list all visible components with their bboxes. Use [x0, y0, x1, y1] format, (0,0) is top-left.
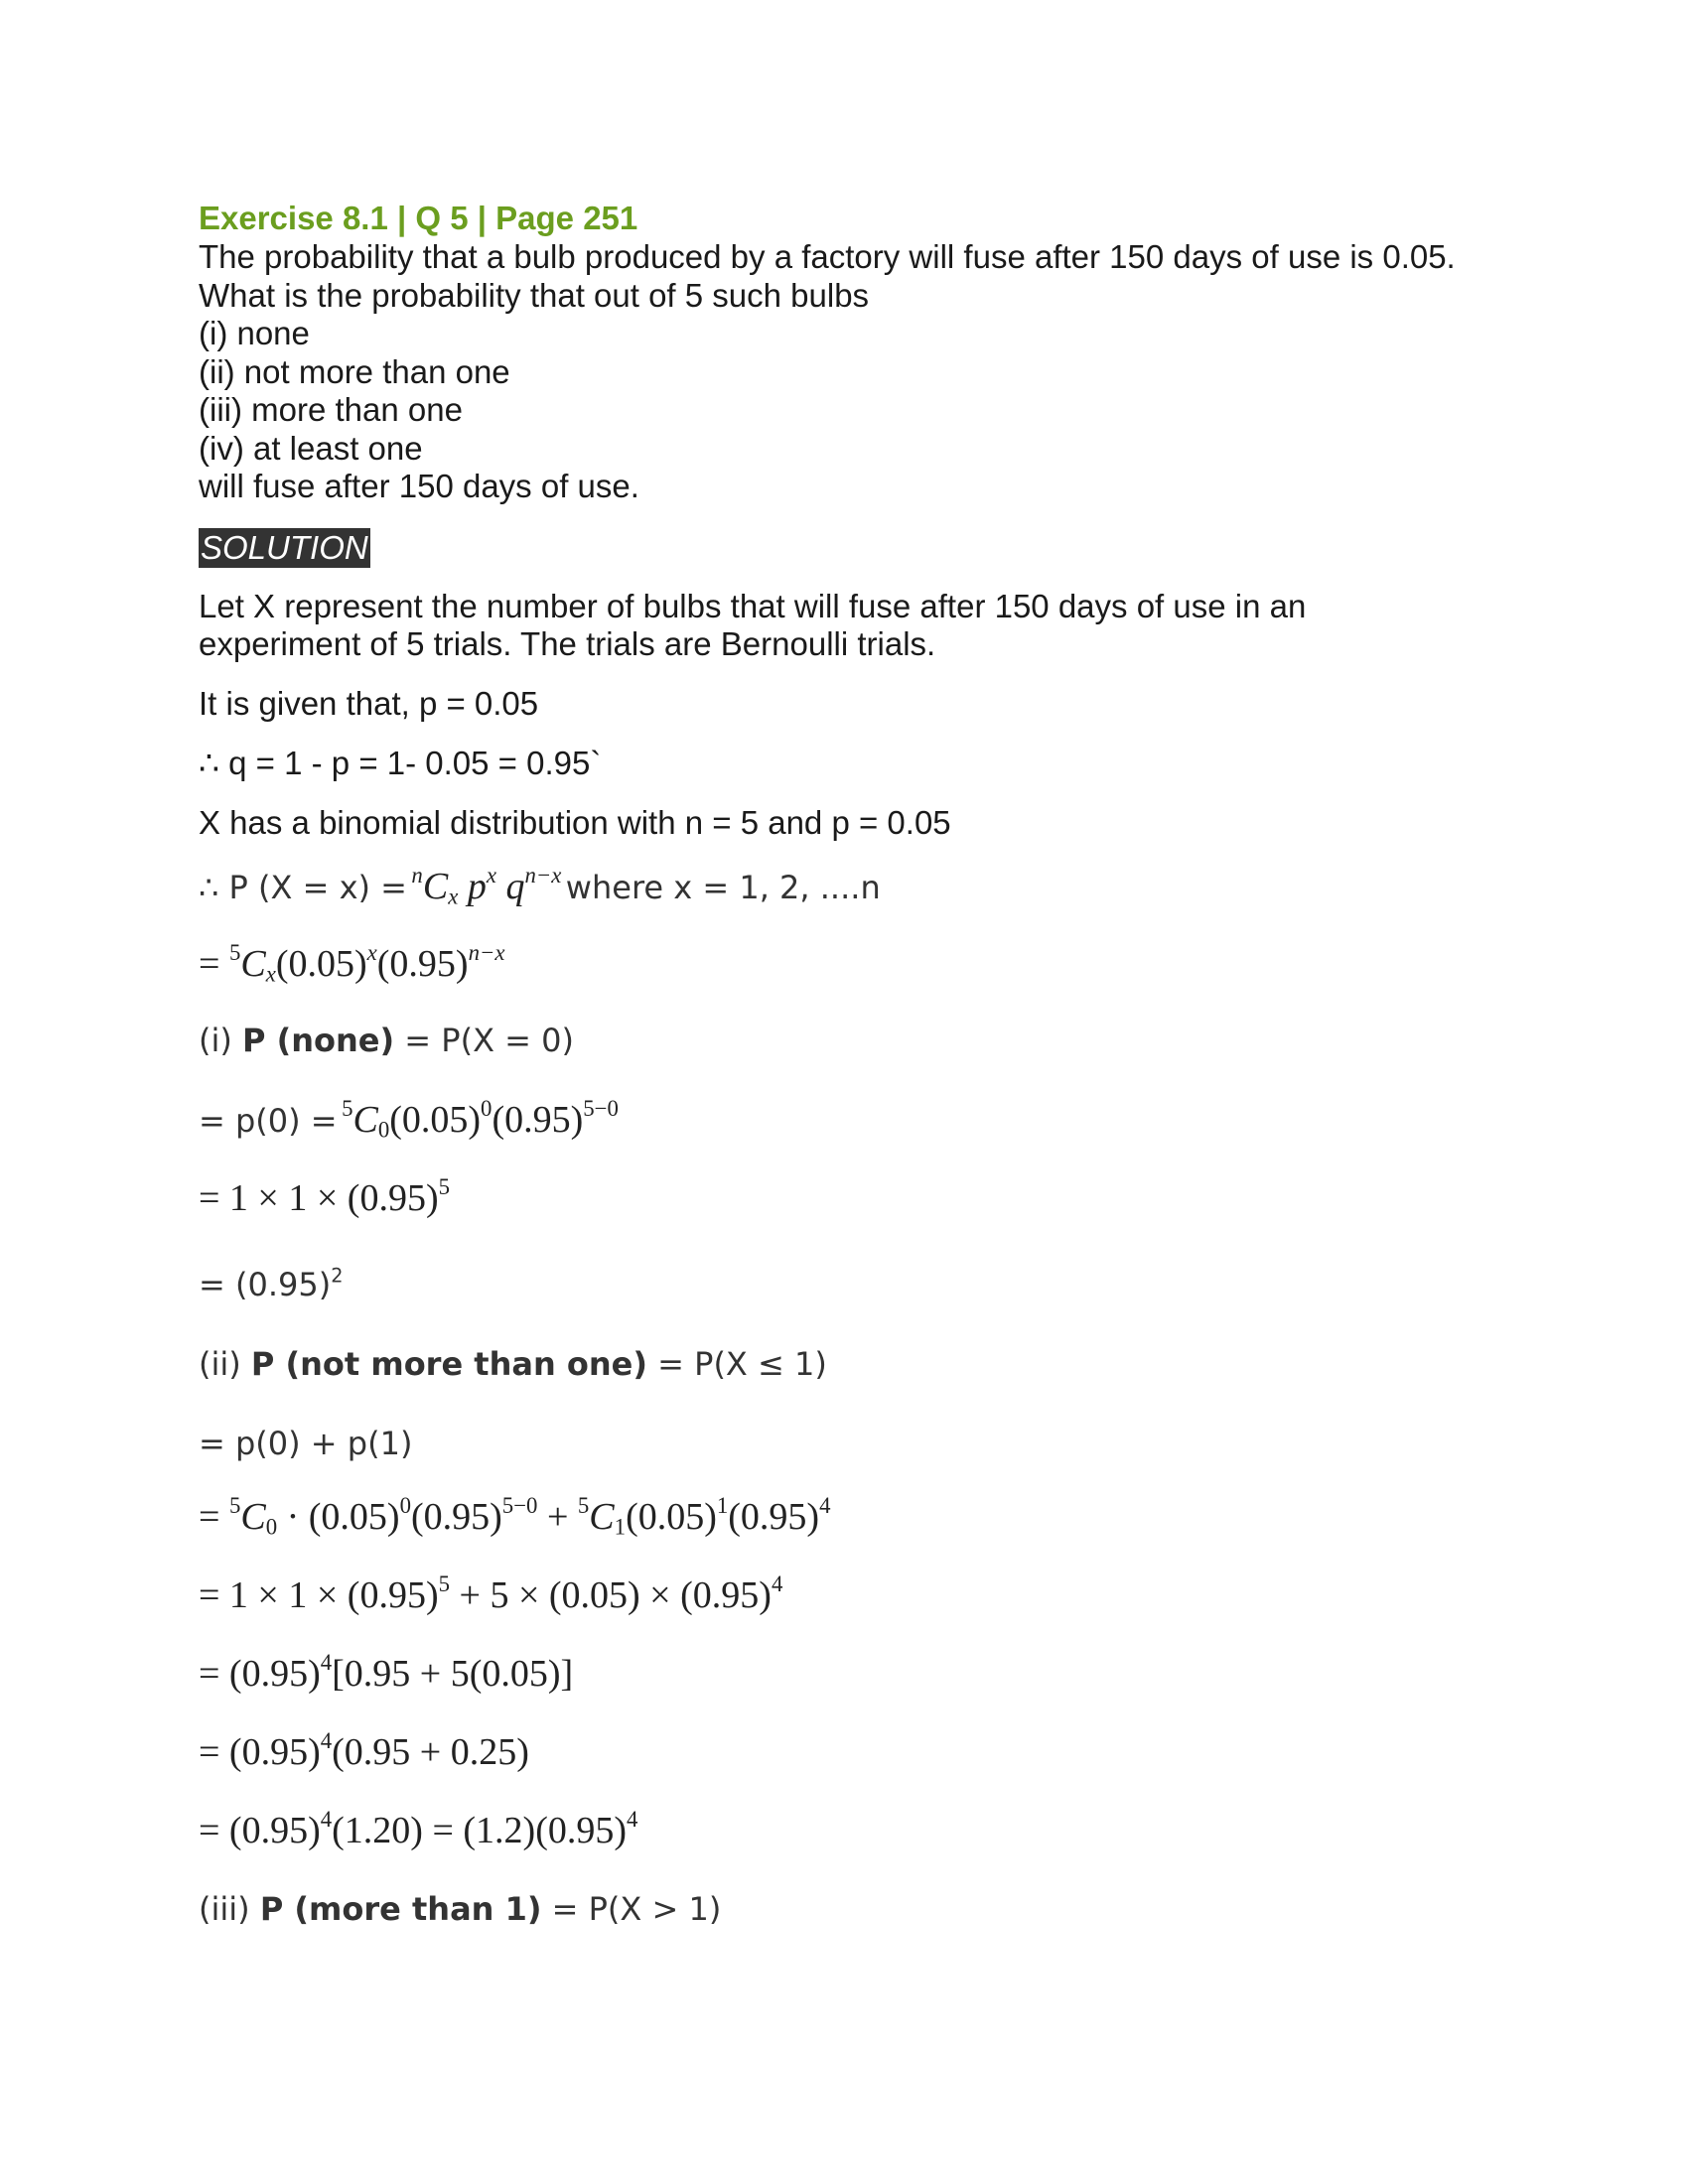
question-line-1: The probability that a bulb produced by a factory will fuse after 150 days of use is 0.05.	[199, 238, 1456, 275]
q-line: ∴ q = 1 - p = 1- 0.05 = 0.95`	[199, 744, 602, 781]
part-i-line: (i) P (none) = P(X = 0)	[199, 1021, 574, 1059]
solution-intro: Let X represent the number of bulbs that will fuse after 150 days of use in an experiment of 5 trials. The trials are Bernoulli trials.	[199, 587, 1307, 662]
question-closing: will fuse after 150 days of use.	[199, 468, 639, 504]
pmf-formula: $^nC_x$ $p^x$ $q^{n-x}$	[411, 862, 562, 909]
p0p1-result: = $(0.95)^4(1.20) = (1.2)(0.95)^4$	[199, 1806, 638, 1851]
question-item-1: (i) none	[199, 315, 310, 351]
p0-plus-p1: = p(0) + p(1)	[199, 1424, 413, 1462]
p0-simplified: = $1 \times 1 \times (0.95)^5$	[199, 1173, 451, 1219]
part-ii-title: P (not more than one)	[250, 1344, 647, 1383]
document-page	[199, 199, 1489, 1965]
given-line: It is given that, p = 0.05	[199, 684, 539, 722]
p0p1-factored: = $(0.95)^4[0.95 + 5(0.05)]$	[199, 1649, 574, 1695]
question-item-3: (iii) more than one	[199, 391, 463, 428]
p0p1-sum: = $(0.95)^4(0.95 + 0.25)$	[199, 1727, 529, 1773]
pmf-line: ∴ P $(X = x) = ^nC_x$ $p^x$ $q^{n-x}$ where x = 1, 2, ....n	[199, 862, 881, 909]
part-iii-line: (iii) P (more than 1) = P(X > 1)	[199, 1889, 722, 1928]
binomial-line: X has a binomial distribution with n = 5 and p = 0.05	[199, 803, 951, 841]
part-ii-line: (ii) P (not more than one) = P(X ≤ 1)	[199, 1344, 827, 1383]
solution-label: SOLUTION	[201, 528, 368, 566]
p0-line: = $p(0) = ^5C_0(0.05)^0(0.95)^{5-0}$	[199, 1095, 619, 1143]
p0p1-expanded: = $^5C_0 \cdot (0.05)^0(0.95)^{5-0} + ^5C_1(0.05)^1(0.95)^4$	[199, 1492, 831, 1540]
p0p1-simplified: = $1 \times 1 \times (0.95)^5 + 5 \times (0.05) \times (0.95)^4$	[199, 1570, 783, 1616]
exercise-heading: Exercise 8.1 | Q 5 | Page 251	[199, 200, 638, 236]
math-block	[199, 843, 1489, 1965]
part-i-title: P (none)	[242, 1021, 395, 1059]
question-item-4: (iv) at least one	[199, 429, 423, 467]
part-iii-title: P (more than 1)	[259, 1889, 542, 1928]
pmf-substituted: = $^5C_x(0.05)^x(0.95)^{n-x}$	[199, 939, 505, 987]
question-item-2: (ii) not more than one	[199, 352, 510, 390]
question-block	[199, 238, 1489, 506]
part-i-result: = $(0.95)^2$	[199, 1264, 344, 1303]
question-line-2: What is the probability that out of 5 such bulbs	[199, 276, 870, 314]
